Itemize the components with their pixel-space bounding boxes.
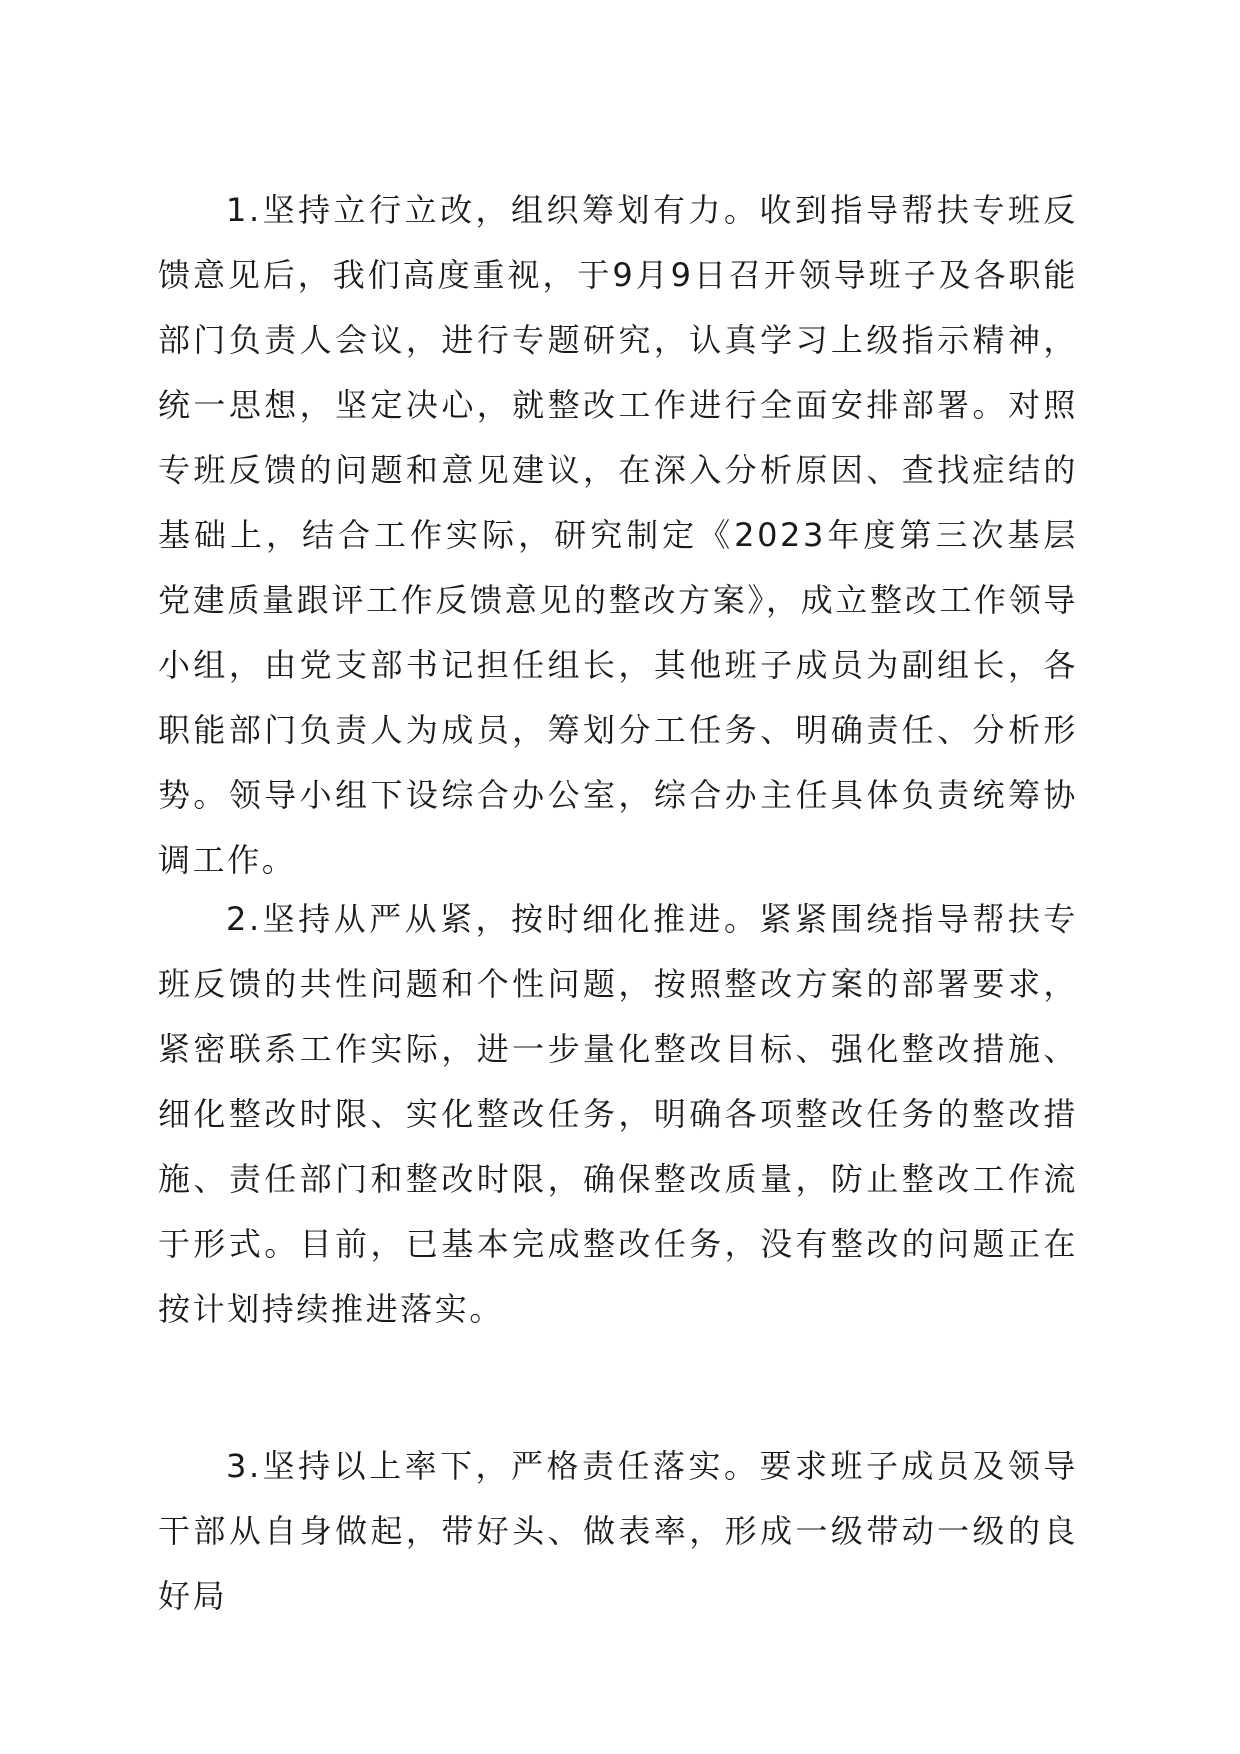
paragraph-2: 2.坚持从严从紧，按时细化推进。紧紧围绕指导帮扶专班反馈的共性问题和个性问题，按照整改方案的部署要求，紧密联系工作实际，进一步量化整改目标、强化整改措施、细化整改时限、实化整改任务，明确各项整改任务的整改措施、责任部门和整改时限，确保整改质量，防止整改工作流于形式。目前，已基本完成整改任务，没有整改的问题正在按计划持续推进落实。 (158, 900, 1078, 1328)
paragraph-1: 1.坚持立行立改，组织筹划有力。收到指导帮扶专班反馈意见后，我们高度重视，于9月9日召开领导班子及各职能部门负责人会议，进行专题研究，认真学习上级指示精神，统一思想，坚定决心，就整改工作进行全面安排部署。对照专班反馈的问题和意见建议，在深入分析原因、查找症结的基础上，结合工作实际，研究制定《2023年度第三次基层党建质量跟评工作反馈意见的整改方案》，成立整改工作领导小组，由党支部书记担任组长，其他班子成员为副组长，各职能部门负责人为成员，筹划分工任务、明确责任、分析形势。领导小组下设综合办公室，综合办主任具体负责统筹协调工作。 (158, 191, 1078, 879)
paragraph-3: 3.坚持以上率下，严格责任落实。要求班子成员及领导干部从自身做起，带好头、做表率，形成一级带动一级的良好局 (158, 1447, 1078, 1615)
